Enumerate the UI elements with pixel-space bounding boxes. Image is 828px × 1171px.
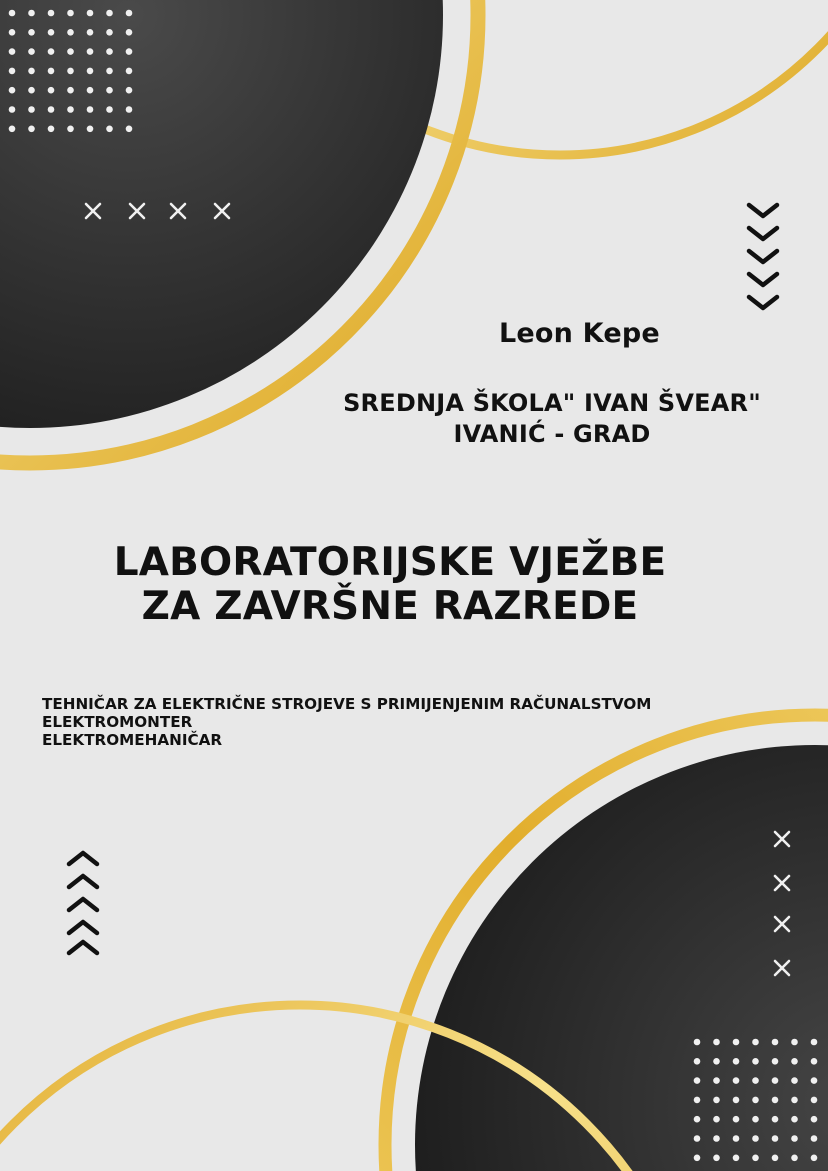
title-line-1: LABORATORIJSKE VJEŽBE xyxy=(113,540,667,585)
dot xyxy=(48,48,55,55)
dot xyxy=(713,1116,720,1123)
chevron-up-stack xyxy=(69,853,97,953)
dot xyxy=(713,1039,720,1046)
dot xyxy=(67,48,74,55)
dot xyxy=(752,1097,759,1104)
dot xyxy=(694,1039,701,1046)
chevron-up-icon xyxy=(69,853,97,864)
dot xyxy=(772,1077,779,1084)
chevron-down-stack xyxy=(749,205,777,308)
dot xyxy=(811,1116,818,1123)
dot xyxy=(752,1135,759,1142)
dot xyxy=(694,1135,701,1142)
program-list xyxy=(42,695,651,749)
dot xyxy=(694,1155,701,1162)
chevron-up-icon xyxy=(69,922,97,933)
dot xyxy=(752,1116,759,1123)
dot xyxy=(48,68,55,75)
title-line-2: ZA ZAVRŠNE RAZREDE xyxy=(141,584,639,629)
dot xyxy=(733,1097,740,1104)
dot xyxy=(811,1097,818,1104)
dot xyxy=(87,48,94,55)
dot xyxy=(48,29,55,36)
dot xyxy=(733,1116,740,1123)
dot xyxy=(752,1155,759,1162)
dot xyxy=(694,1058,701,1065)
dot xyxy=(106,68,113,75)
dot xyxy=(126,106,133,113)
dot xyxy=(791,1116,798,1123)
dot xyxy=(694,1077,701,1084)
dot xyxy=(9,106,16,113)
dot xyxy=(713,1077,720,1084)
dot xyxy=(9,48,16,55)
school-block xyxy=(300,388,804,450)
dot xyxy=(694,1116,701,1123)
dot xyxy=(811,1058,818,1065)
program-item: TEHNIČAR ZA ELEKTRIČNE STROJEVE S PRIMIJENJENIM RAČUNALSTVOM xyxy=(42,695,652,713)
dot xyxy=(106,87,113,94)
dot xyxy=(752,1077,759,1084)
dot xyxy=(791,1039,798,1046)
dot xyxy=(67,106,74,113)
dot xyxy=(733,1135,740,1142)
dot xyxy=(67,126,74,133)
dot xyxy=(811,1039,818,1046)
dot xyxy=(694,1097,701,1104)
dot xyxy=(811,1155,818,1162)
dot xyxy=(106,10,113,17)
dot xyxy=(67,68,74,75)
dot xyxy=(733,1058,740,1065)
dot xyxy=(67,87,74,94)
dot xyxy=(791,1097,798,1104)
dot xyxy=(28,10,35,17)
dot xyxy=(772,1116,779,1123)
dot xyxy=(87,29,94,36)
dot xyxy=(28,48,35,55)
dot xyxy=(87,87,94,94)
dot xyxy=(9,29,16,36)
dot xyxy=(9,126,16,133)
dot xyxy=(87,68,94,75)
dot xyxy=(713,1097,720,1104)
school-name: SREDNJA ŠKOLA" IVAN ŠVEAR" xyxy=(343,389,761,417)
chevron-down-icon xyxy=(749,274,777,285)
dot xyxy=(48,10,55,17)
dot xyxy=(48,87,55,94)
dot xyxy=(791,1077,798,1084)
dark-circle-top-left xyxy=(0,0,443,428)
chevron-up-icon xyxy=(69,876,97,887)
dot xyxy=(28,68,35,75)
dot xyxy=(28,106,35,113)
dot xyxy=(752,1058,759,1065)
program-item: ELEKTROMONTER xyxy=(42,713,193,731)
chevron-down-icon xyxy=(749,205,777,216)
dot xyxy=(9,10,16,17)
dot xyxy=(791,1135,798,1142)
dot xyxy=(106,126,113,133)
chevron-up-icon xyxy=(69,899,97,910)
dot xyxy=(811,1135,818,1142)
dot xyxy=(87,106,94,113)
dot xyxy=(733,1077,740,1084)
dot xyxy=(733,1039,740,1046)
dot xyxy=(106,106,113,113)
dot xyxy=(126,10,133,17)
dot xyxy=(126,126,133,133)
dot xyxy=(126,29,133,36)
dot xyxy=(67,29,74,36)
dot xyxy=(752,1039,759,1046)
chevron-down-icon xyxy=(749,251,777,262)
chevron-down-icon xyxy=(749,228,777,239)
dot xyxy=(772,1039,779,1046)
author-name: Leon Kepe xyxy=(499,318,660,349)
dot xyxy=(28,126,35,133)
dot xyxy=(87,126,94,133)
dot xyxy=(28,29,35,36)
dot xyxy=(811,1077,818,1084)
dot xyxy=(28,87,35,94)
dot xyxy=(106,29,113,36)
dot xyxy=(713,1155,720,1162)
chevron-up-icon xyxy=(69,942,97,953)
dot xyxy=(772,1097,779,1104)
dot xyxy=(772,1058,779,1065)
dot xyxy=(791,1058,798,1065)
dot xyxy=(772,1135,779,1142)
dot xyxy=(713,1135,720,1142)
dot xyxy=(126,68,133,75)
dark-circle-bottom-right xyxy=(415,745,828,1171)
dot xyxy=(48,106,55,113)
dot xyxy=(9,87,16,94)
dot xyxy=(87,10,94,17)
school-city: IVANIĆ - GRAD xyxy=(453,420,651,448)
program-item: ELEKTROMEHANIČAR xyxy=(42,731,223,749)
chevron-down-icon xyxy=(749,297,777,308)
dot xyxy=(9,68,16,75)
dot xyxy=(791,1155,798,1162)
dot xyxy=(67,10,74,17)
dot xyxy=(733,1155,740,1162)
dot xyxy=(772,1155,779,1162)
dot xyxy=(48,126,55,133)
document-title xyxy=(60,541,720,629)
dot xyxy=(126,48,133,55)
dot xyxy=(713,1058,720,1065)
dot xyxy=(126,87,133,94)
dot xyxy=(106,48,113,55)
